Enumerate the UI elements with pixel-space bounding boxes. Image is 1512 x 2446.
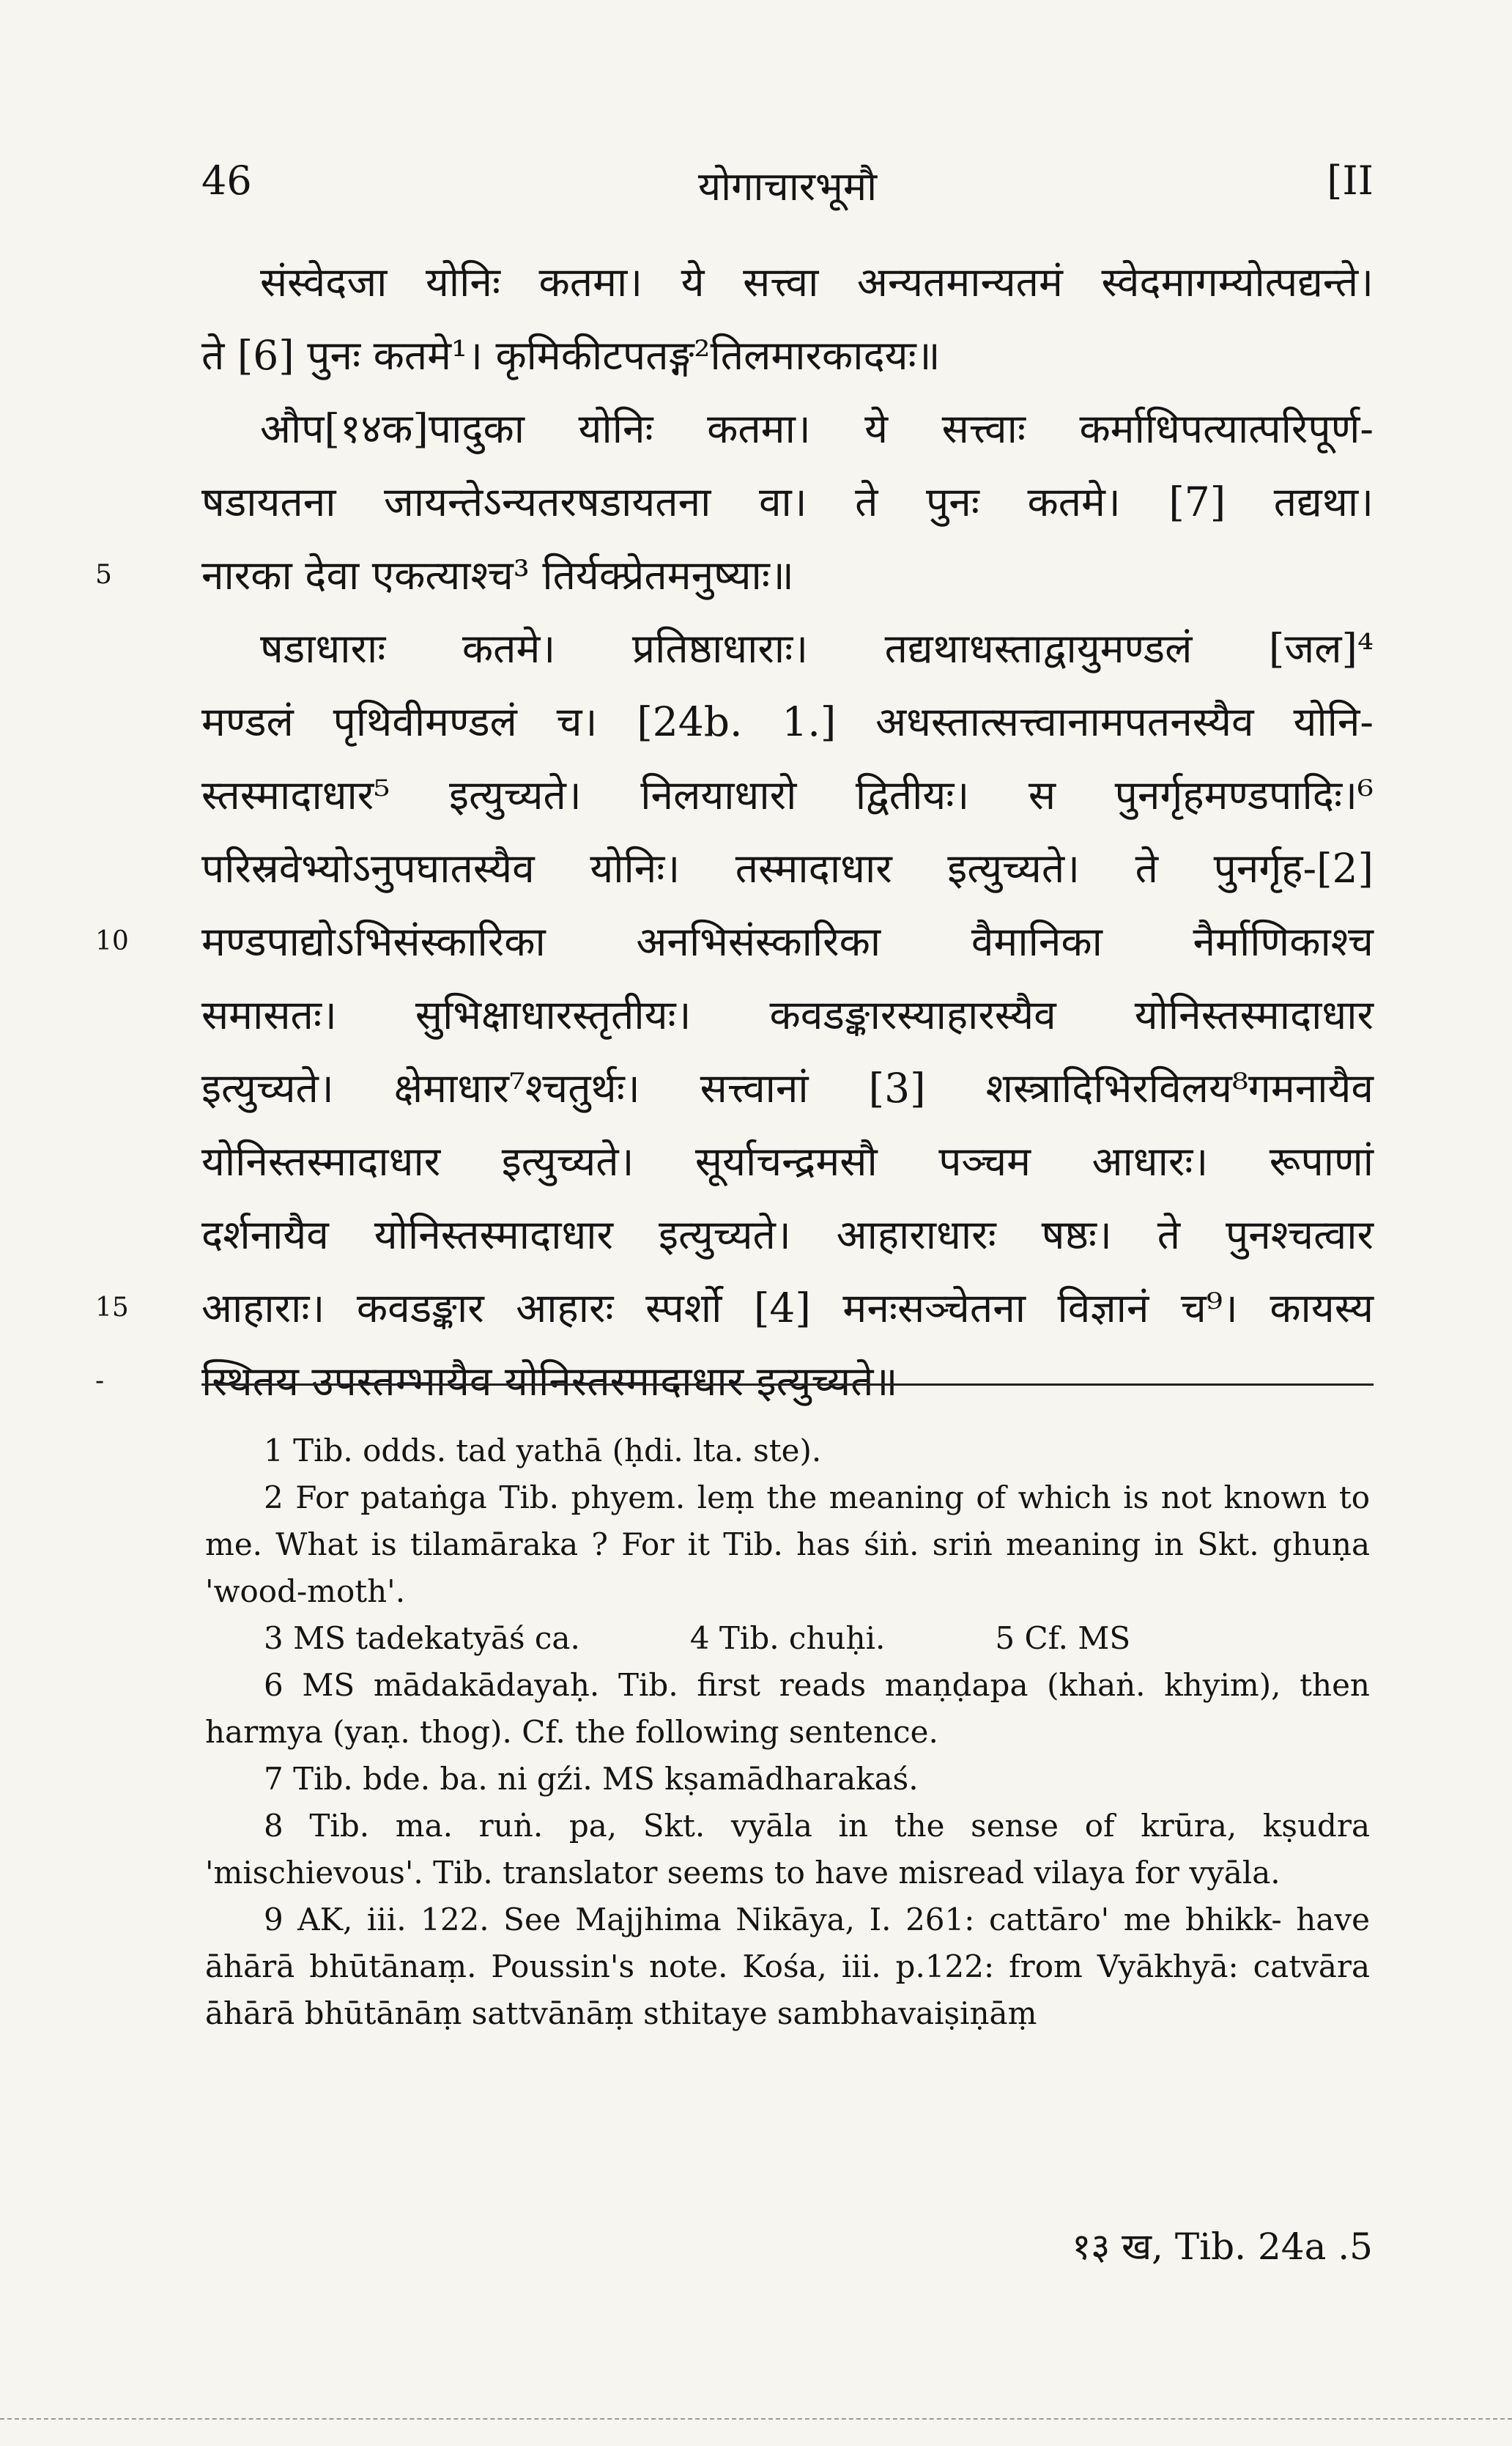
line-text: मण्डलं पृथिवीमण्डलं च। [24b. 1.] अधस्तात्सत्त्वानामपतनस्यैव योनि- — [201, 698, 1374, 745]
text-line — [95, 1345, 1374, 1418]
running-title: योगाचारभूमौ — [697, 163, 878, 210]
line-text: औप[१४क]पादुका योनिः कतमा। ये सत्त्वाः कर्माधिपत्यात्परिपूर्ण- — [260, 405, 1374, 452]
footnote-7: 7 Tib. bde. ba. ni gźi. MS kṣamādharakaś. — [264, 1761, 919, 1797]
signature-mark: १३ ख, Tib. 24a .5 — [1072, 2225, 1373, 2268]
text-line — [201, 319, 1374, 392]
line-text: आहाराः। कवडङ्कार आहारः स्पर्शो [4] मनःसञ्चेतना विज्ञानं च⁹। कायस्य — [201, 1285, 1374, 1331]
text-line — [201, 612, 1374, 685]
text-line — [201, 685, 1374, 758]
text-line — [201, 245, 1374, 319]
line-text: षडायतना जायन्तेऽन्यतरषडायतना वा। ते पुनः कतमे। [7] तद्यथा। — [201, 479, 1374, 525]
footnote-6: 6 MS mādakādayaḥ. Tib. first reads maṇḍapa (khaṅ. khyim), then harmya (yaṇ. thog). Cf. the following sentence. — [205, 1667, 1370, 1750]
line-number: - — [95, 1366, 105, 1396]
line-text: योनिस्तस्मादाधार इत्युच्यते। सूर्याचन्द्रमसौ पञ्चम आधारः। रूपाणां — [201, 1138, 1374, 1185]
line-number: 10 — [95, 926, 129, 956]
text-line — [201, 1125, 1374, 1198]
text-line — [95, 1271, 1374, 1345]
text-line — [201, 1052, 1374, 1125]
footnote-3: 3 MS tadekatyāś ca. — [264, 1620, 580, 1656]
line-text: नारका देवा एकत्याश्च³ तिर्यक्प्रेतमनुष्याः॥ — [201, 552, 794, 599]
line-text: इत्युच्यते। क्षेमाधार⁷श्चतुर्थः। सत्त्वानां [3] शस्त्रादिभिरविलय⁸गमनायैव — [201, 1065, 1374, 1112]
main-sanskrit-text — [95, 245, 1374, 1418]
page-number: 46 — [201, 158, 252, 204]
text-line — [201, 758, 1374, 832]
text-line — [201, 978, 1374, 1052]
footnote-5: 5 Cf. MS — [995, 1620, 1131, 1656]
footnotes-3-5 — [205, 1615, 1370, 1662]
line-text: परिस्रवेभ्योऽनुपघातस्यैव योनिः। तस्मादाधार इत्युच्यते। ते पुनर्गृह-[2] — [201, 845, 1374, 892]
text-line — [201, 465, 1374, 539]
line-text: स्तस्मादाधार⁵ इत्युच्यते। निलयाधारो द्वितीयः। स पुनर्गृहमण्डपादिः।⁶ — [201, 772, 1374, 819]
footnote-4: 4 Tib. chuḥi. — [689, 1620, 886, 1656]
line-text: संस्वेदजा योनिः कतमा। ये सत्त्वा अन्यतमान्यतमं स्वेदमागम्योत्पद्यन्ते। — [260, 259, 1374, 306]
page-header — [201, 158, 1374, 223]
footnote-1: 1 Tib. odds. tad yathā (ḥdi. lta. ste). — [264, 1433, 822, 1468]
footnote-separator — [201, 1383, 1374, 1386]
line-text: षडाधाराः कतमे। प्रतिष्ठाधाराः। तद्यथाधस्ताद्वायुमण्डलं [जल]⁴ — [260, 625, 1374, 672]
footnote-2: 2 For pataṅga Tib. phyem. leṃ the meaning of which is not known to me. What is tilamāraka ? For it Tib. has śiṅ. sriṅ meaning in Skt. ghuṇa 'wood-moth'. — [205, 1479, 1370, 1609]
line-text: मण्डपाद्योऽभिसंस्कारिका अनभिसंस्कारिका वैमानिका नैर्माणिकाश्च — [201, 918, 1374, 965]
text-line — [201, 392, 1374, 465]
text-line — [95, 539, 1374, 612]
line-text: स्थितय उपस्तम्भायैव योनिस्तस्मादाधार इत्युच्यते॥ — [201, 1358, 898, 1405]
text-line — [95, 905, 1374, 978]
footnote-9: 9 AK, iii. 122. See Majjhima Nikāya, I. 261: cattāro' me bhikk- have āhārā bhūtānaṃ. Poussin's note. Kośa, iii. p.122: from Vyākhyā: catvāra āhārā bhūtānāṃ sattvānāṃ sthitaye sambhavaiṣiṇāṃ — [205, 1902, 1370, 2031]
line-text: दर्शनायैव योनिस्तस्मादाधार इत्युच्यते। आहाराधारः षष्ठः। ते पुनश्चत्वार — [201, 1211, 1374, 1258]
text-line — [201, 1198, 1374, 1271]
line-number: 5 — [95, 560, 112, 590]
bottom-edge-line — [0, 2418, 1512, 2420]
footnote-8: 8 Tib. ma. ruṅ. pa, Skt. vyāla in the sense of krūra, kṣudra 'mischievous'. Tib. translator seems to have misread vilaya for vyāla. — [205, 1808, 1370, 1891]
line-number: 15 — [95, 1293, 129, 1323]
line-text: समासतः। सुभिक्षाधारस्तृतीयः। कवडङ्कारस्याहारस्यैव योनिस्तस्मादाधार — [201, 991, 1374, 1038]
line-text: ते [6] पुनः कतमे¹। कृमिकीटपतङ्ग²तिलमारकादयः॥ — [201, 332, 941, 379]
text-line — [201, 832, 1374, 905]
section-mark: [II — [1327, 158, 1374, 204]
footnotes — [205, 1427, 1370, 2037]
